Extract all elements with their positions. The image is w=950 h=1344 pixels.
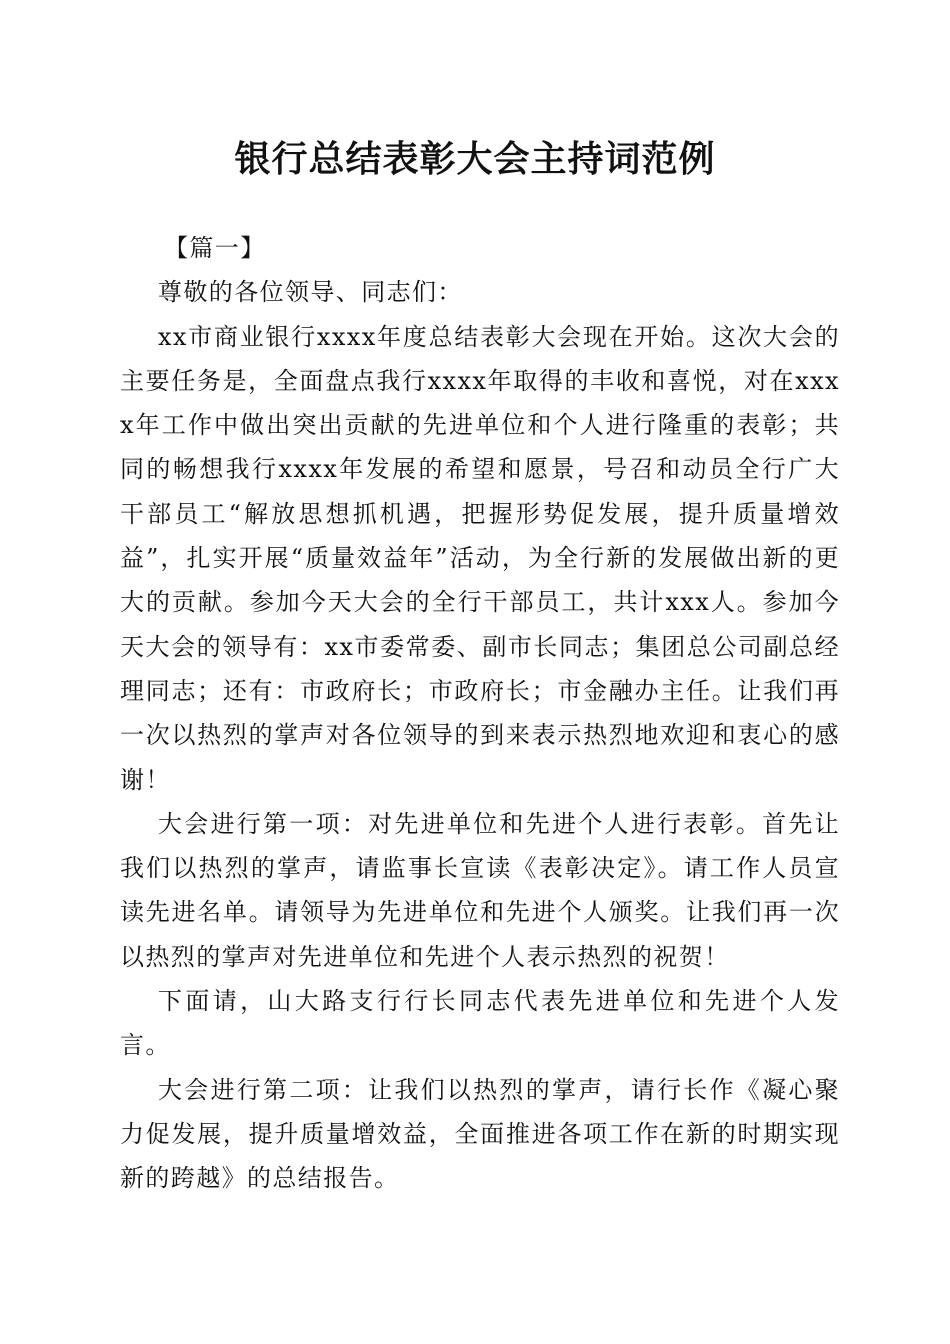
salutation-paragraph: 尊敬的各位领导、同志们： [158, 278, 463, 307]
speech-paragraph: 下面请，山大路支行行长同志代表先进单位和先进个人发言。 [120, 987, 840, 1060]
opening-paragraph: xx市商业银行xxxx年度总结表彰大会现在开始。这次大会的主要任务是，全面盘点我行xxxx年取得的丰收和喜悦，对在xxxx年工作中做出突出贡献的先进单位和个人进行隆重的表彰；共同的畅想我行xxxx年发展的希望和愿景，号召和动员全行广大干部员工“解放思想抓机遇，把握形势促发展，提升质量增效益”，扎实开展“质量效益年”活动，为全行新的发展做出新的更大的贡献。参加今天大会的全行干部员工，共计xxx人。参加今天大会的领导有：xx市委常委、副市长同志；集团总公司副总经理同志；还有：市政府长；市政府长；市金融办主任。让我们再一次以热烈的掌声对各位领导的到来表示热烈地欢迎和衷心的感谢！ [120, 322, 840, 794]
item-two-paragraph: 大会进行第二项：让我们以热烈的掌声，请行长作《凝心聚力促发展，提升质量增效益，全面推进各项工作在新的时期实现新的跨越》的总结报告。 [120, 1075, 840, 1193]
document-body [120, 226, 840, 1201]
item-one-paragraph: 大会进行第一项：对先进单位和先进个人进行表彰。首先让我们以热烈的掌声，请监事长宣读《表彰决定》。请工作人员宣读先进名单。请领导为先进单位和先进个人颁奖。让我们再一次以热烈的掌声对先进单位和先进个人表示热烈的祝贺！ [120, 809, 840, 971]
document-title: 银行总结表彰大会主持词范例 [234, 138, 716, 180]
section-label: 【篇一】 [164, 234, 266, 262]
